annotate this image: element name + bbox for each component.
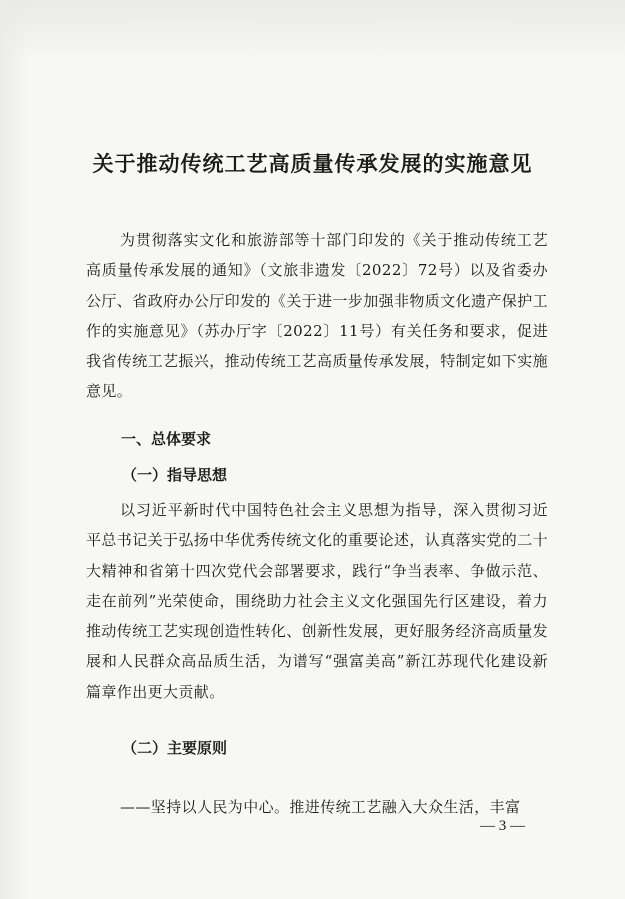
- subsection-heading-guiding-ideology: （一）指导思想: [122, 466, 228, 484]
- page-shadow-left: [0, 0, 30, 899]
- page-shadow-top: [0, 0, 625, 60]
- document-title: 关于推动传统工艺高质量传承发展的实施意见: [92, 151, 533, 176]
- intro-paragraph: 为贯彻落实文化和旅游部等十部门印发的《关于推动传统工艺高质量传承发展的通知》（文旅非遗发〔2022〕72号）以及省委办公厅、省政府办公厅印发的《关于进一步加强非物质文化遗产保护工作的实施意见》（苏办厅字〔2022〕11号）有关任务和要求，促进我省传统工艺振兴，推动传统工艺高质量传承发展，特制定如下实施意见。: [86, 231, 549, 401]
- guiding-ideology-paragraph: 以习近平新时代中国特色社会主义思想为指导，深入贯彻习近平总书记关于弘扬中华优秀传统文化的重要论述，认真落实党的二十大精神和省第十四次党代会部署要求，践行“争当表率、争做示范、走在前列”光荣使命，围绕助力社会主义文化强国先行区建设，着力推动传统工艺实现创造性转化、创新性发展，更好服务经济高质量发展和人民群众高品质生活，为谱写“强富美高”新江苏现代化建设新篇章作出更大贡献。: [86, 501, 549, 701]
- section-heading-general-requirements: 一、总体要求: [121, 430, 212, 448]
- subsection-heading-main-principles: （二）主要原则: [122, 739, 228, 757]
- principle-paragraph: ——坚持以人民为中心。推进传统工艺融入大众生活，丰富: [120, 798, 521, 816]
- page-number: — 3 —: [480, 818, 525, 834]
